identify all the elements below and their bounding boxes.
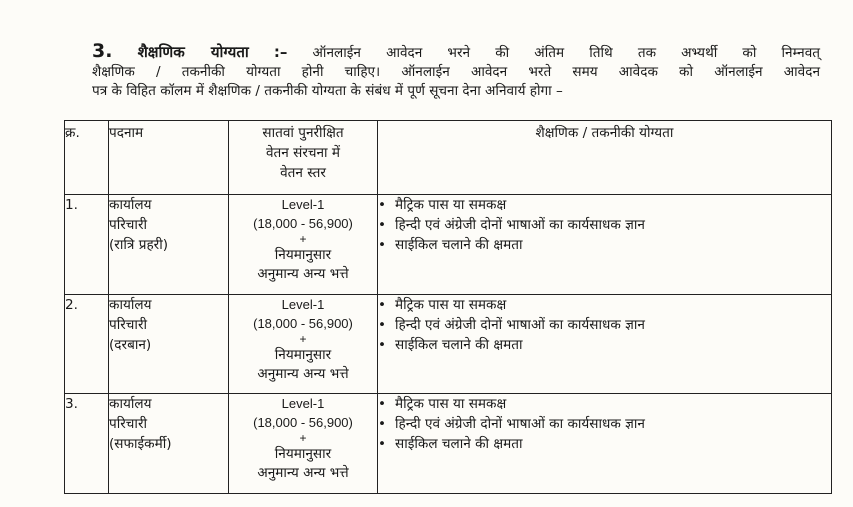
table-row: [65, 394, 832, 494]
post-line: (रात्रि प्रहरी): [109, 237, 169, 253]
pay-plus: +: [299, 431, 307, 445]
qualification-text: साईकिल चलाने की क्षमता: [395, 436, 523, 452]
pay-range: (18,000 - 56,900): [253, 415, 353, 430]
section-text-line-1: ऑनलाईन आवेदन भरने की अंतिम तिथि तक अभ्यर्थी को निम्नवत्: [312, 45, 820, 61]
header-qualification: शैक्षणिक / तकनीकी योग्यता: [378, 121, 832, 195]
table-row: [65, 295, 832, 394]
qualification-text: मैट्रिक पास या समकक्ष: [395, 396, 507, 412]
row-qualifications: [378, 394, 832, 494]
row-pay-level: [229, 295, 378, 394]
bullet-icon: •: [378, 237, 387, 253]
row-post-name: [109, 195, 229, 295]
pay-allowance-line: नियमानुसार: [274, 446, 332, 462]
list-item: [378, 414, 831, 434]
pay-plus: +: [299, 332, 307, 346]
row-serial-no: 1.: [65, 195, 109, 295]
qualification-text: हिन्दी एवं अंग्रेजी दोनों भाषाओं का कार्यसाधक ज्ञान: [395, 217, 645, 233]
table-row: [65, 195, 832, 295]
row-serial-no: 3.: [65, 394, 109, 494]
header-post-name: पदनाम: [109, 121, 229, 195]
row-qualifications: [378, 295, 832, 394]
row-post-name: [109, 394, 229, 494]
section-number: 3.: [92, 40, 113, 62]
bullet-icon: •: [378, 416, 387, 432]
section-text-line-2: शैक्षणिक / तकनीकी योग्यता होनी चाहिए। ऑनलाईन आवेदन भरते समय आवेदक को ऑनलाईन आवेदन: [92, 64, 820, 80]
bullet-icon: •: [378, 217, 387, 233]
pay-plus: +: [299, 232, 307, 246]
row-pay-level: [229, 195, 378, 295]
list-item: [378, 295, 831, 315]
qualification-text: मैट्रिक पास या समकक्ष: [395, 297, 507, 313]
qualification-text: मैट्रिक पास या समकक्ष: [395, 197, 507, 213]
qualification-table: [64, 120, 832, 494]
pay-level: Level-1: [281, 197, 325, 212]
qualification-text: साईकिल चलाने की क्षमता: [395, 237, 523, 253]
list-item: [378, 235, 831, 255]
post-line: परिचारी: [109, 217, 148, 233]
bullet-icon: •: [378, 297, 387, 313]
post-line: परिचारी: [109, 416, 148, 432]
post-line: कार्यालय: [109, 396, 152, 412]
section-separator: :–: [273, 43, 288, 61]
post-line: परिचारी: [109, 317, 148, 333]
pay-allowance-line: नियमानुसार: [274, 347, 332, 363]
bullet-icon: •: [378, 396, 387, 412]
bullet-icon: •: [378, 197, 387, 213]
post-line: कार्यालय: [109, 197, 152, 213]
qualification-text: साईकिल चलाने की क्षमता: [395, 337, 523, 353]
pay-level: Level-1: [281, 396, 325, 411]
list-item: [378, 315, 831, 335]
pay-allowance-line: नियमानुसार: [274, 247, 332, 263]
post-line: (सफाईकर्मी): [109, 436, 172, 452]
bullet-icon: •: [378, 436, 387, 452]
list-item: [378, 394, 831, 414]
pay-range: (18,000 - 56,900): [253, 216, 353, 231]
section-text-line-3: पत्र के विहित कॉलम में शैक्षणिक / तकनीकी योग्यता के संबंध में पूर्ण सूचना देना अनिवार्य होगा –: [92, 83, 563, 99]
row-post-name: [109, 295, 229, 394]
list-item: [378, 195, 831, 215]
pay-allowance-line: अनुमान्य अन्य भत्ते: [257, 465, 349, 481]
table-header-row: [65, 121, 832, 195]
pay-level: Level-1: [281, 297, 325, 312]
bullet-icon: •: [378, 317, 387, 333]
row-pay-level: [229, 394, 378, 494]
row-serial-no: 2.: [65, 295, 109, 394]
section-heading: [92, 42, 820, 101]
header-pay-level: [229, 121, 378, 195]
list-item: [378, 335, 831, 355]
post-line: (दरबान): [109, 337, 152, 353]
row-qualifications: [378, 195, 832, 295]
header-serial-no: क्र.: [65, 121, 109, 195]
pay-range: (18,000 - 56,900): [253, 316, 353, 331]
pay-allowance-line: अनुमान्य अन्य भत्ते: [257, 266, 349, 282]
header-pay-line: सातवां पुनरीक्षित: [262, 125, 344, 141]
qualification-text: हिन्दी एवं अंग्रेजी दोनों भाषाओं का कार्यसाधक ज्ञान: [395, 416, 645, 432]
bullet-icon: •: [378, 337, 387, 353]
qualification-text: हिन्दी एवं अंग्रेजी दोनों भाषाओं का कार्यसाधक ज्ञान: [395, 317, 645, 333]
post-line: कार्यालय: [109, 297, 152, 313]
header-pay-line: वेतन संरचना में: [265, 145, 341, 161]
list-item: [378, 215, 831, 235]
pay-allowance-line: अनुमान्य अन्य भत्ते: [257, 366, 349, 382]
list-item: [378, 434, 831, 454]
header-pay-line: वेतन स्तर: [280, 165, 326, 181]
section-title: शैक्षणिक योग्यता: [137, 43, 249, 61]
